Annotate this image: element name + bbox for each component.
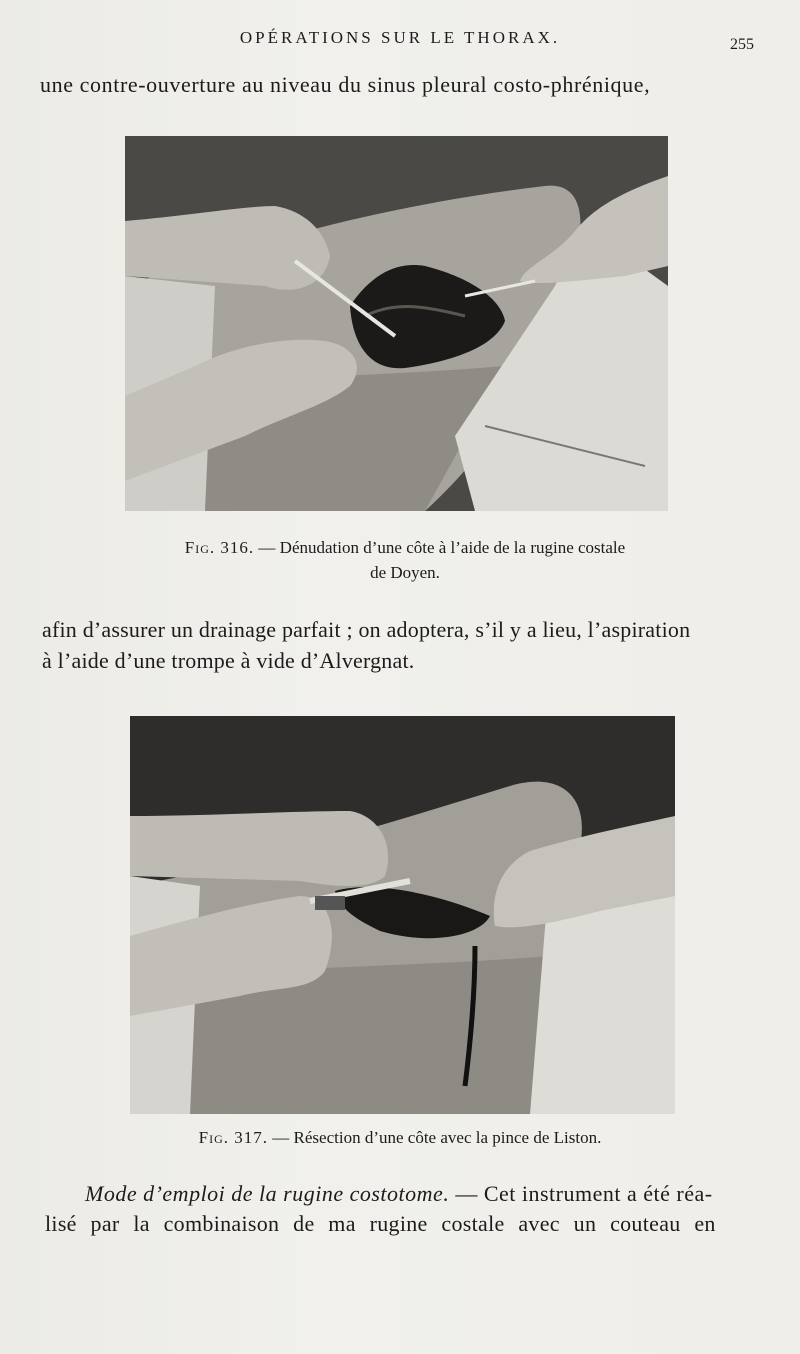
section-heading: Mode d’emploi de la rugine costotome. [85, 1181, 450, 1206]
figure-316-caption-text: — Dénudation d’une côte à l’aide de la rugine costale [254, 538, 626, 557]
figure-316-label: Fig. 316. [184, 538, 255, 557]
figure-317-caption [150, 1128, 650, 1148]
surgery-photo-2 [130, 716, 675, 1114]
page-number: 255 [730, 36, 754, 53]
body-line-1: une contre-ouverture au niveau du sinus pleural costo-phrénique, [40, 72, 651, 97]
figure-316-caption [125, 538, 685, 558]
running-title: OPÉRATIONS SUR LE THORAX. [239, 28, 561, 47]
figure-317-label: Fig. 317. [198, 1128, 269, 1147]
figure-317-photo [130, 716, 675, 1114]
surgery-photo-1 [125, 136, 668, 511]
figure-316-caption-line-2: de Doyen. [370, 563, 440, 582]
body-line-5: lisé par la combinaison de ma rugine costale avec un couteau en [45, 1211, 716, 1236]
figure-316-photo [125, 136, 668, 511]
body-line-3: à l’aide d’une trompe à vide d’Alvergnat. [42, 648, 415, 673]
body-line-4-text: — Cet instrument a été réa- [449, 1181, 713, 1206]
figure-317-caption-text: — Résection d’une côte avec la pince de Liston. [268, 1128, 602, 1147]
body-line-4 [85, 1181, 713, 1207]
body-line-2: afin d’assurer un drainage parfait ; on adoptera, s’il y a lieu, l’aspiration [42, 617, 691, 642]
